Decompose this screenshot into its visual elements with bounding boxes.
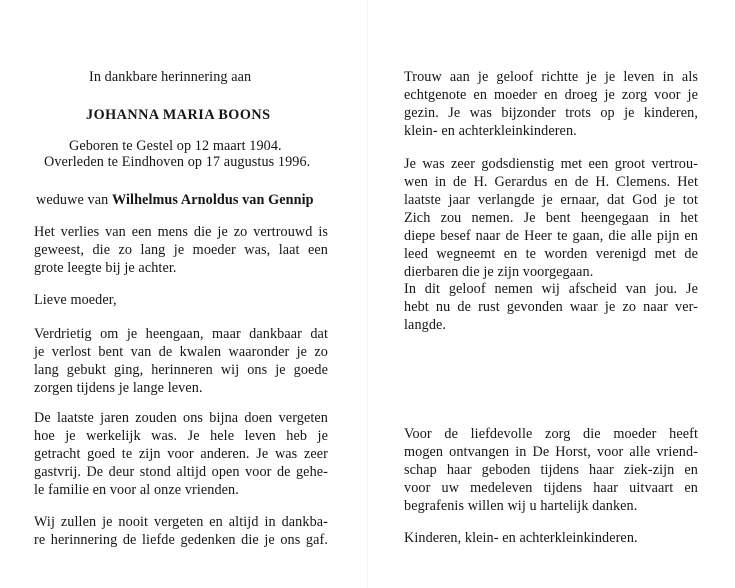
paragraph-line: echtgenote en moeder en droeg je zorg voor je: [404, 87, 698, 103]
paragraph-line: mogen ontvangen in De Horst, voor alle vriend-: [404, 444, 698, 460]
paragraph-line: In dit geloof nemen wij afscheid van jou. Je: [404, 281, 698, 297]
closing-line: Kinderen, klein- en achterkleinkinderen.: [404, 530, 638, 546]
paragraph-line: geweest, die zo lang je moeder was, laat een: [34, 242, 328, 258]
paragraph-line: re herinnering de liefde gedenken die je ons gaf.: [34, 532, 328, 548]
spouse-name: Wilhelmus Arnoldus van Gennip: [111, 192, 314, 208]
paragraph-line: hoe je werkelijk was. Je hele leven heb je: [34, 428, 328, 444]
column-divider: [367, 0, 368, 588]
paragraph-line: begrafenis willen wij u hartelijk danken.: [404, 498, 638, 514]
paragraph-line: lang gebukt ging, herinneren wij ons je goede: [34, 362, 328, 378]
paragraph-line: Het verlies van een mens die je zo vertrouwd is: [34, 224, 328, 240]
paragraph-line: Wij zullen je nooit vergeten en altijd in dankba-: [34, 514, 328, 530]
deceased-name: JOHANNA MARIA BOONS: [86, 107, 271, 123]
paragraph-line: De laatste jaren zouden ons bijna doen vergeten: [34, 410, 328, 426]
paragraph-line: voor uw medeleven tijdens haar uitvaart en: [404, 480, 698, 496]
paragraph-line: je verlost bent van de kwalen waaronder je zo: [34, 344, 328, 360]
paragraph-line: Zich zou nemen. Je bent heengegaan in het: [404, 210, 698, 226]
paragraph-line: zorgen tijdens je lange leven.: [34, 380, 203, 396]
paragraph-line: langde.: [404, 317, 447, 333]
birth-line: Geboren te Gestel op 12 maart 1904.: [69, 138, 282, 154]
paragraph-line: dierbaren die je zijn voorgegaan.: [404, 264, 594, 280]
paragraph-line: wen in de H. Gerardus en de H. Clemens. Het: [404, 174, 698, 190]
paragraph-line: getracht goed te zijn voor anderen. Je was zeer: [34, 446, 328, 462]
widow-line: [36, 191, 314, 209]
paragraph-line: Je was zeer godsdienstig met een groot vertrou-: [404, 156, 698, 172]
paragraph-line: Trouw aan je geloof richtte je je leven in als: [404, 69, 698, 85]
death-line: Overleden te Eindhoven op 17 augustus 1996.: [44, 154, 311, 170]
intro-line: In dankbare herinnering aan: [89, 69, 252, 85]
paragraph-line: klein- en achterkleinkinderen.: [404, 123, 577, 139]
paragraph-line: schap haar geboden tijdens haar ziek-zijn en: [404, 462, 698, 478]
widow-prefix: weduwe van: [36, 192, 112, 208]
paragraph-line: gastvrij. De deur stond altijd open voor de gehe-: [34, 464, 328, 480]
paragraph-line: grote leegte bij je achter.: [34, 260, 177, 276]
paragraph-line: Voor de liefdevolle zorg die moeder heeft: [404, 426, 698, 442]
paragraph-line: laatste jaar verlangde je ernaar, dat God je tot: [404, 192, 698, 208]
paragraph-line: leed wegneemt en te worden verenigd met de: [404, 246, 698, 262]
paragraph-line: diepe besef naar de Heer te gaan, die alle pijn en: [404, 228, 698, 244]
paragraph-line: Verdrietig om je heengaan, maar dankbaar dat: [34, 326, 328, 342]
paragraph-line: le familie en voor al onze vrienden.: [34, 482, 239, 498]
paragraph-line: hebt nu de rust gevonden waar je zo naar ver-: [404, 299, 698, 315]
salutation: Lieve moeder,: [34, 292, 117, 308]
paragraph-line: gezin. Je was bijzonder trots op je kinderen,: [404, 105, 698, 121]
